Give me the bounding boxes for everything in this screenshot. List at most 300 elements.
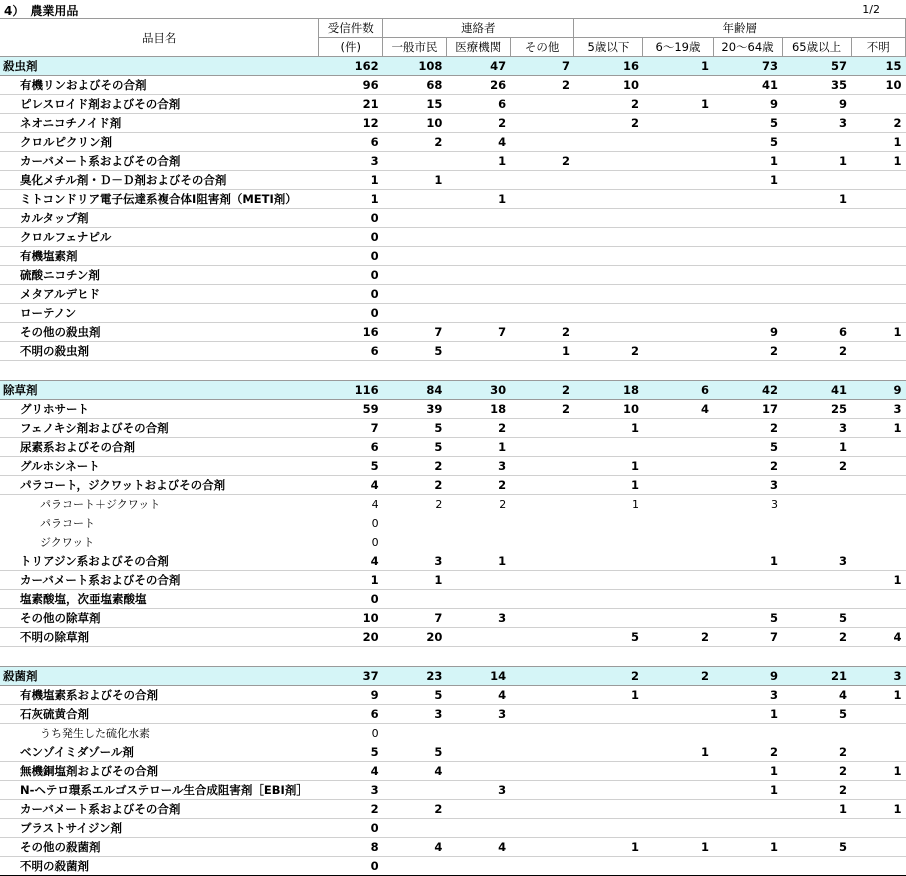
medical-cell: 4 xyxy=(446,133,510,152)
age-5-under-cell xyxy=(574,209,643,228)
item-name-cell: 除草剤 xyxy=(0,381,319,400)
table-row xyxy=(0,171,906,190)
age-unknown-cell xyxy=(851,266,905,285)
other-cell: 2 xyxy=(510,381,574,400)
count-cell: 0 xyxy=(319,819,383,838)
age-65-over-cell xyxy=(782,514,851,533)
count-cell: 5 xyxy=(319,743,383,762)
medical-cell xyxy=(446,266,510,285)
medical-cell: 30 xyxy=(446,381,510,400)
age-5-under-cell xyxy=(574,152,643,171)
count-cell: 16 xyxy=(319,323,383,342)
age-5-under-cell xyxy=(574,323,643,342)
table-row xyxy=(0,209,906,228)
age-20-64-cell: 9 xyxy=(713,95,782,114)
sub-header-age-6-19: 6～19歳 xyxy=(643,38,713,57)
age-6-19-cell: 4 xyxy=(643,400,713,419)
other-cell: 2 xyxy=(510,323,574,342)
medical-cell: 47 xyxy=(446,57,510,76)
public-cell: 1 xyxy=(383,571,447,590)
spacer-cell xyxy=(0,361,906,381)
age-5-under-cell xyxy=(574,590,643,609)
medical-cell xyxy=(446,171,510,190)
spacer-cell xyxy=(0,647,906,667)
medical-cell xyxy=(446,724,510,743)
other-cell xyxy=(510,419,574,438)
age-5-under-cell: 1 xyxy=(574,419,643,438)
age-unknown-cell xyxy=(851,724,905,743)
count-cell: 0 xyxy=(319,209,383,228)
age-20-64-cell: 3 xyxy=(713,476,782,495)
medical-cell xyxy=(446,800,510,819)
age-5-under-cell xyxy=(574,743,643,762)
item-name-cell: パラコート xyxy=(40,517,95,530)
item-name-cell: 無機銅塩剤およびその合剤 xyxy=(0,762,319,781)
medical-cell: 3 xyxy=(446,781,510,800)
count-cell: 20 xyxy=(319,628,383,647)
public-cell xyxy=(383,266,447,285)
count-cell: 4 xyxy=(319,476,383,495)
age-6-19-cell xyxy=(643,476,713,495)
count-cell: 0 xyxy=(319,285,383,304)
item-name-cell: ジクワット xyxy=(40,536,95,549)
age-5-under-cell xyxy=(574,781,643,800)
sub-header-age-unknown: 不明 xyxy=(851,38,905,57)
table-row xyxy=(0,762,906,781)
other-cell xyxy=(510,457,574,476)
item-name-cell: 有機リンおよびその合剤 xyxy=(0,76,319,95)
age-5-under-cell: 1 xyxy=(574,686,643,705)
other-cell: 2 xyxy=(510,400,574,419)
count-cell: 0 xyxy=(319,266,383,285)
category-row xyxy=(0,57,906,76)
other-cell xyxy=(510,95,574,114)
item-name-cell: その他の除草剤 xyxy=(0,609,319,628)
age-65-over-cell xyxy=(782,819,851,838)
age-6-19-cell xyxy=(643,686,713,705)
public-cell xyxy=(383,514,447,533)
age-unknown-cell xyxy=(851,247,905,266)
sub-item-row xyxy=(0,495,906,514)
age-6-19-cell xyxy=(643,800,713,819)
age-65-over-cell: 9 xyxy=(782,95,851,114)
category-row xyxy=(0,667,906,686)
age-5-under-cell xyxy=(574,857,643,876)
public-cell xyxy=(383,247,447,266)
medical-cell: 4 xyxy=(446,838,510,857)
medical-cell xyxy=(446,628,510,647)
age-5-under-cell: 18 xyxy=(574,381,643,400)
public-cell: 84 xyxy=(383,381,447,400)
item-name-cell: その他の殺虫剤 xyxy=(0,323,319,342)
age-6-19-cell xyxy=(643,724,713,743)
table-row xyxy=(0,76,906,95)
age-65-over-cell xyxy=(782,171,851,190)
age-5-under-cell: 1 xyxy=(631,497,639,511)
age-20-64-cell xyxy=(713,304,782,323)
age-65-over-cell xyxy=(782,590,851,609)
age-unknown-cell: 3 xyxy=(851,400,905,419)
count-cell: 1 xyxy=(319,190,383,209)
public-cell: 3 xyxy=(383,552,447,571)
table-row xyxy=(0,114,906,133)
age-unknown-cell xyxy=(851,590,905,609)
age-unknown-cell xyxy=(851,285,905,304)
medical-cell: 1 xyxy=(446,552,510,571)
medical-cell: 3 xyxy=(446,705,510,724)
public-cell: 2 xyxy=(383,800,447,819)
age-unknown-cell xyxy=(851,552,905,571)
age-unknown-cell xyxy=(851,781,905,800)
public-cell: 2 xyxy=(383,457,447,476)
other-cell xyxy=(510,571,574,590)
medical-cell: 2 xyxy=(499,497,507,511)
other-cell xyxy=(510,285,574,304)
table-row xyxy=(0,743,906,762)
item-name-cell: ベンゾイミダゾール剤 xyxy=(0,743,319,762)
medical-cell xyxy=(446,514,510,533)
public-cell: 3 xyxy=(383,705,447,724)
table-row xyxy=(0,247,906,266)
item-name-cell: 尿素系およびその合剤 xyxy=(0,438,319,457)
medical-cell xyxy=(446,819,510,838)
age-unknown-cell: 3 xyxy=(851,667,905,686)
public-cell: 7 xyxy=(383,609,447,628)
medical-cell: 1 xyxy=(446,152,510,171)
public-cell: 4 xyxy=(383,762,447,781)
public-cell: 108 xyxy=(383,57,447,76)
count-cell: 2 xyxy=(319,800,383,819)
count-cell: 0 xyxy=(319,857,383,876)
medical-cell xyxy=(446,247,510,266)
item-name-cell: うち発生した硫化水素 xyxy=(40,727,150,741)
public-cell: 5 xyxy=(383,438,447,457)
age-6-19-cell xyxy=(643,514,713,533)
medical-cell xyxy=(446,285,510,304)
age-unknown-cell xyxy=(851,304,905,323)
age-6-19-cell: 1 xyxy=(643,95,713,114)
age-20-64-cell xyxy=(713,857,782,876)
age-unknown-cell xyxy=(851,609,905,628)
table-row xyxy=(0,705,906,724)
age-5-under-cell xyxy=(574,171,643,190)
age-20-64-cell: 1 xyxy=(713,781,782,800)
age-20-64-cell: 42 xyxy=(713,381,782,400)
age-65-over-cell xyxy=(782,724,851,743)
age-65-over-cell: 6 xyxy=(782,323,851,342)
age-5-under-cell xyxy=(574,304,643,323)
public-cell: 2 xyxy=(435,497,443,511)
medical-cell xyxy=(446,590,510,609)
item-name-cell: 殺虫剤 xyxy=(0,57,319,76)
table-row xyxy=(0,800,906,819)
other-cell xyxy=(510,514,574,533)
other-cell xyxy=(510,667,574,686)
other-cell: 1 xyxy=(510,342,574,361)
medical-cell: 3 xyxy=(446,457,510,476)
age-5-under-cell xyxy=(574,438,643,457)
age-20-64-cell: 41 xyxy=(713,76,782,95)
count-cell: 0 xyxy=(371,516,379,530)
table-row xyxy=(0,590,906,609)
other-cell xyxy=(510,438,574,457)
age-20-64-cell xyxy=(713,590,782,609)
other-cell xyxy=(510,590,574,609)
age-65-over-cell xyxy=(782,228,851,247)
age-unknown-cell xyxy=(851,457,905,476)
contact-header: 連絡者 xyxy=(383,19,574,38)
table-row xyxy=(0,438,906,457)
age-unknown-cell xyxy=(851,171,905,190)
category-row xyxy=(0,381,906,400)
count-cell: 9 xyxy=(319,686,383,705)
public-cell: 7 xyxy=(383,323,447,342)
medical-cell xyxy=(446,304,510,323)
sub-header-age-20-64: 20～64歳 xyxy=(713,38,782,57)
age-6-19-cell: 1 xyxy=(643,743,713,762)
age-header: 年齢層 xyxy=(574,19,906,38)
page-number: 1/2 xyxy=(862,3,880,16)
age-5-under-cell: 10 xyxy=(574,400,643,419)
age-unknown-cell: 15 xyxy=(851,57,905,76)
age-20-64-cell xyxy=(713,800,782,819)
age-unknown-cell xyxy=(851,495,905,514)
age-5-under-cell xyxy=(574,571,643,590)
public-cell xyxy=(383,590,447,609)
age-5-under-cell: 10 xyxy=(574,76,643,95)
count-header: 受信件数 xyxy=(319,19,383,38)
medical-cell: 4 xyxy=(446,686,510,705)
other-cell xyxy=(510,495,574,514)
public-cell xyxy=(383,209,447,228)
table-row xyxy=(0,476,906,495)
age-unknown-cell: 9 xyxy=(851,381,905,400)
table-row xyxy=(0,228,906,247)
medical-cell xyxy=(446,762,510,781)
public-cell xyxy=(383,285,447,304)
sub-item-row xyxy=(0,514,906,533)
item-name-cell: メタアルデヒド xyxy=(0,285,319,304)
age-65-over-cell: 41 xyxy=(782,381,851,400)
sub-item-row xyxy=(0,533,906,552)
other-cell: 2 xyxy=(510,76,574,95)
item-name-cell: パラコート＋ジクワット xyxy=(40,498,161,512)
count-cell: 0 xyxy=(371,726,379,740)
age-65-over-cell: 35 xyxy=(782,76,851,95)
age-65-over-cell: 1 xyxy=(782,800,851,819)
item-name-cell: カーバメート系およびその合剤 xyxy=(0,152,319,171)
count-cell: 0 xyxy=(319,228,383,247)
age-unknown-cell xyxy=(851,342,905,361)
age-5-under-cell xyxy=(574,800,643,819)
table-row xyxy=(0,152,906,171)
age-6-19-cell xyxy=(643,495,713,514)
age-6-19-cell xyxy=(643,857,713,876)
count-cell: 4 xyxy=(319,552,383,571)
age-20-64-cell xyxy=(713,247,782,266)
age-6-19-cell xyxy=(643,590,713,609)
age-20-64-cell: 1 xyxy=(713,152,782,171)
other-cell xyxy=(510,762,574,781)
age-20-64-cell: 73 xyxy=(713,57,782,76)
sub-item-row xyxy=(0,724,906,743)
count-cell: 10 xyxy=(319,609,383,628)
age-20-64-cell: 7 xyxy=(713,628,782,647)
age-6-19-cell xyxy=(643,133,713,152)
other-cell xyxy=(510,171,574,190)
age-6-19-cell xyxy=(643,323,713,342)
age-65-over-cell: 1 xyxy=(782,438,851,457)
table-row xyxy=(0,457,906,476)
age-65-over-cell: 3 xyxy=(782,552,851,571)
count-cell: 6 xyxy=(319,342,383,361)
age-unknown-cell xyxy=(851,476,905,495)
age-65-over-cell xyxy=(782,857,851,876)
age-unknown-cell xyxy=(851,743,905,762)
count-cell: 96 xyxy=(319,76,383,95)
public-cell xyxy=(383,857,447,876)
title-bar xyxy=(0,0,906,18)
other-cell xyxy=(510,800,574,819)
public-cell: 68 xyxy=(383,76,447,95)
public-cell: 15 xyxy=(383,95,447,114)
age-6-19-cell xyxy=(643,781,713,800)
age-unknown-cell xyxy=(851,209,905,228)
sub-header-other: その他 xyxy=(510,38,574,57)
public-cell: 4 xyxy=(383,838,447,857)
public-cell xyxy=(383,819,447,838)
other-cell xyxy=(510,628,574,647)
other-cell xyxy=(510,533,574,552)
medical-cell: 14 xyxy=(446,667,510,686)
medical-cell: 18 xyxy=(446,400,510,419)
age-6-19-cell xyxy=(643,438,713,457)
age-65-over-cell: 2 xyxy=(782,457,851,476)
age-unknown-cell xyxy=(851,190,905,209)
age-20-64-cell xyxy=(713,819,782,838)
age-65-over-cell xyxy=(782,247,851,266)
table-row xyxy=(0,628,906,647)
age-20-64-cell: 5 xyxy=(713,133,782,152)
count-cell: 8 xyxy=(319,838,383,857)
public-cell xyxy=(383,228,447,247)
age-unknown-cell: 1 xyxy=(851,571,905,590)
table-row xyxy=(0,133,906,152)
age-5-under-cell xyxy=(574,514,643,533)
other-cell xyxy=(510,228,574,247)
age-5-under-cell xyxy=(574,266,643,285)
count-cell: 12 xyxy=(319,114,383,133)
age-65-over-cell: 1 xyxy=(782,190,851,209)
age-unknown-cell: 1 xyxy=(851,800,905,819)
table-row xyxy=(0,686,906,705)
public-cell: 5 xyxy=(383,743,447,762)
age-65-over-cell: 3 xyxy=(782,114,851,133)
other-cell xyxy=(510,705,574,724)
public-cell: 2 xyxy=(383,476,447,495)
age-unknown-cell xyxy=(851,438,905,457)
medical-cell: 2 xyxy=(446,476,510,495)
item-name-cell: 塩素酸塩，次亜塩素酸塩 xyxy=(0,590,319,609)
age-6-19-cell xyxy=(643,533,713,552)
age-20-64-cell xyxy=(713,285,782,304)
age-6-19-cell xyxy=(643,285,713,304)
public-cell: 20 xyxy=(383,628,447,647)
age-65-over-cell: 5 xyxy=(782,838,851,857)
table-row xyxy=(0,95,906,114)
age-5-under-cell xyxy=(574,133,643,152)
age-6-19-cell xyxy=(643,609,713,628)
age-65-over-cell: 2 xyxy=(782,781,851,800)
medical-cell xyxy=(446,743,510,762)
table-row xyxy=(0,571,906,590)
age-6-19-cell xyxy=(643,76,713,95)
age-65-over-cell: 1 xyxy=(782,152,851,171)
item-name-cell: 硫酸ニコチン剤 xyxy=(0,266,319,285)
age-65-over-cell: 2 xyxy=(782,342,851,361)
age-6-19-cell xyxy=(643,762,713,781)
count-cell: 0 xyxy=(371,535,379,549)
table-row xyxy=(0,400,906,419)
age-5-under-cell xyxy=(574,705,643,724)
age-20-64-cell xyxy=(713,571,782,590)
other-cell xyxy=(510,686,574,705)
public-cell xyxy=(383,152,447,171)
section-title: 4） 農業用品 xyxy=(4,4,79,18)
age-20-64-cell xyxy=(713,228,782,247)
age-6-19-cell: 6 xyxy=(643,381,713,400)
age-65-over-cell xyxy=(782,304,851,323)
medical-cell xyxy=(446,209,510,228)
age-5-under-cell xyxy=(574,285,643,304)
age-6-19-cell xyxy=(643,266,713,285)
item-name-cell: N-ヘテロ環系エルゴステロール生合成阻害剤［EBI剤］ xyxy=(0,781,319,800)
count-cell: 6 xyxy=(319,705,383,724)
medical-cell: 2 xyxy=(446,419,510,438)
age-20-64-cell: 3 xyxy=(713,686,782,705)
item-name-cell: ローテノン xyxy=(0,304,319,323)
other-cell xyxy=(510,838,574,857)
medical-cell xyxy=(446,342,510,361)
table-row xyxy=(0,304,906,323)
age-5-under-cell: 2 xyxy=(574,342,643,361)
age-6-19-cell xyxy=(643,152,713,171)
item-name-header: 品目名 xyxy=(0,19,319,57)
other-cell xyxy=(510,266,574,285)
age-20-64-cell: 1 xyxy=(713,838,782,857)
age-65-over-cell xyxy=(782,476,851,495)
age-20-64-cell: 5 xyxy=(713,114,782,133)
age-5-under-cell: 1 xyxy=(574,476,643,495)
sub-header-age-65-over: 65歳以上 xyxy=(782,38,851,57)
age-5-under-cell: 1 xyxy=(574,838,643,857)
age-6-19-cell xyxy=(643,705,713,724)
age-5-under-cell xyxy=(574,609,643,628)
count-cell: 7 xyxy=(319,419,383,438)
item-name-cell: クロルフェナピル xyxy=(0,228,319,247)
item-name-cell: ブラストサイジン剤 xyxy=(0,819,319,838)
age-6-19-cell: 1 xyxy=(643,838,713,857)
age-6-19-cell xyxy=(643,304,713,323)
age-6-19-cell xyxy=(643,571,713,590)
age-65-over-cell xyxy=(782,266,851,285)
age-6-19-cell xyxy=(643,419,713,438)
age-unknown-cell xyxy=(851,705,905,724)
item-name-cell: 不明の殺虫剤 xyxy=(0,342,319,361)
item-name-cell: 臭化メチル剤・Ｄ－Ｄ剤およびその合剤 xyxy=(0,171,319,190)
age-6-19-cell xyxy=(643,457,713,476)
item-name-cell: 有機塩素剤 xyxy=(0,247,319,266)
